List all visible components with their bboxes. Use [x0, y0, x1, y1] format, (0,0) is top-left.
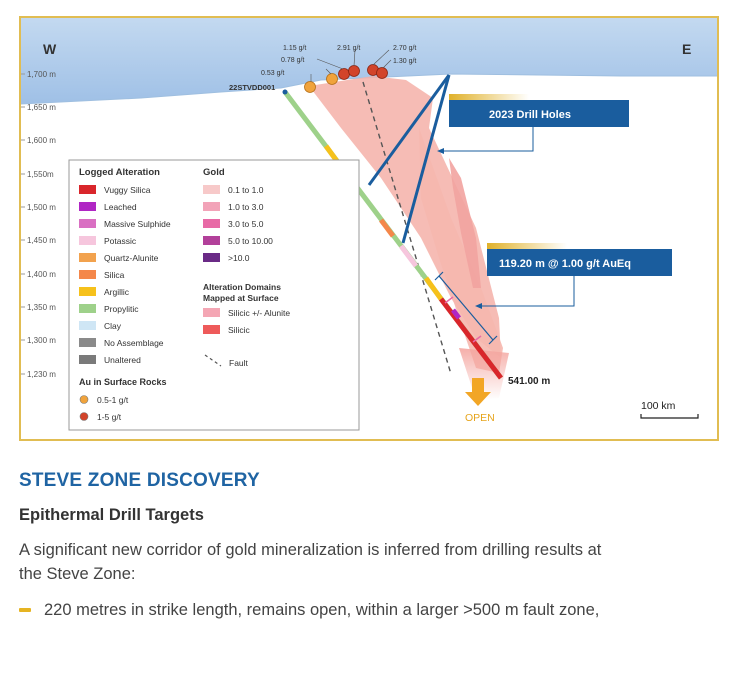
- drill-trace-silica: [381, 220, 393, 236]
- legend-swatch: [203, 202, 220, 211]
- sample-0-78: [327, 74, 338, 85]
- legend-swatch: [80, 413, 88, 421]
- legend-label: 0.1 to 1.0: [228, 185, 264, 195]
- sample-label: 1.30 g/t: [393, 58, 417, 65]
- elevation-tick: [21, 103, 56, 112]
- legend-swatch: [203, 219, 220, 228]
- bullet-dash-icon: [19, 608, 31, 612]
- legend-swatch: [203, 236, 220, 245]
- legend-item-quartz-alunite: [79, 253, 159, 263]
- legend-item-1-0-to-3-0: [203, 202, 264, 212]
- legend-item-vuggy-silica: [79, 185, 151, 195]
- east-label: E: [682, 41, 692, 57]
- legend-swatch: [79, 185, 96, 194]
- section-subheading: Epithermal Drill Targets: [19, 506, 204, 524]
- section-heading: STEVE ZONE DISCOVERY: [19, 470, 260, 491]
- elevation-tick: [21, 203, 56, 212]
- legend-label: 1.0 to 3.0: [228, 202, 264, 212]
- legend-swatch: [79, 202, 96, 211]
- legend-swatch: [79, 253, 96, 262]
- callout-drill-holes: [437, 94, 629, 154]
- elevation-tick: [21, 236, 56, 245]
- legend-fault-label: Fault: [229, 358, 248, 368]
- legend-label: No Assemblage: [104, 338, 164, 348]
- legend-swatch: [79, 321, 96, 330]
- legend-swatch: [79, 236, 96, 245]
- legend-label: Silica: [104, 270, 125, 280]
- legend-domains-title-2: Mapped at Surface: [203, 293, 279, 303]
- elevation-axis: [21, 70, 56, 379]
- sample-label: 0.53 g/t: [261, 70, 285, 77]
- open-label: OPEN: [465, 412, 495, 424]
- bullet-text: 220 metres in strike length, remains open, within a larger >500 m fault zone,: [44, 601, 600, 619]
- elevation-tick: [21, 303, 56, 312]
- legend-swatch: [79, 270, 96, 279]
- legend-swatch: [79, 304, 96, 313]
- legend-label: 3.0 to 5.0: [228, 219, 264, 229]
- legend-label: Potassic: [104, 236, 137, 246]
- sample-1-15: [339, 69, 350, 80]
- drill-hole-id: 22STVDD001: [229, 83, 276, 92]
- legend-label: >10.0: [228, 253, 250, 263]
- legend-label: Clay: [104, 321, 122, 331]
- legend-label: Propylitic: [104, 304, 139, 314]
- intro-paragraph: A significant new corridor of gold mineralization is inferred from drilling results at the Steve Zone:: [19, 541, 602, 583]
- west-label: W: [43, 41, 57, 57]
- legend-label: Silicic: [228, 325, 250, 335]
- legend-swatch: [203, 325, 220, 334]
- svg-text:1,300 m: 1,300 m: [27, 336, 56, 345]
- legend-label: Argillic: [104, 287, 130, 297]
- legend-logged-title: Logged Alteration: [79, 167, 160, 178]
- sample-label: 2.91 g/t: [337, 45, 361, 52]
- legend: [69, 160, 359, 430]
- drill-trace-argillic-2: [426, 278, 441, 299]
- legend-label: 1-5 g/t: [97, 412, 122, 422]
- svg-text:1,450 m: 1,450 m: [27, 236, 56, 245]
- legend-swatch: [79, 355, 96, 364]
- legend-label: Unaltered: [104, 355, 141, 365]
- elevation-tick: [21, 70, 56, 79]
- legend-item-0-1-to-1-0: [203, 185, 264, 195]
- legend-item-leached: [79, 202, 137, 212]
- legend-swatch: [203, 308, 220, 317]
- legend-item-propylitic: [79, 304, 139, 314]
- sample-label: 1.15 g/t: [283, 45, 307, 52]
- drill-collar: [283, 90, 288, 95]
- legend-swatch: [80, 396, 88, 404]
- callout-intercept: [475, 243, 672, 309]
- sample-2-91: [349, 66, 360, 77]
- elevation-tick: [21, 170, 54, 179]
- legend-au-title: Au in Surface Rocks: [79, 377, 167, 387]
- elevation-tick: [21, 136, 56, 145]
- sample-0-53: [305, 82, 316, 93]
- legend-item-potassic: [79, 236, 137, 246]
- svg-text:1,500 m: 1,500 m: [27, 203, 56, 212]
- sample-label: 0.78 g/t: [281, 57, 305, 64]
- svg-text:1,350 m: 1,350 m: [27, 303, 56, 312]
- legend-swatch: [203, 253, 220, 262]
- legend-label: Quartz-Alunite: [104, 253, 159, 263]
- legend-swatch: [79, 219, 96, 228]
- legend-item-unaltered: [79, 355, 141, 365]
- svg-text:1,230 m: 1,230 m: [27, 370, 56, 379]
- legend-gold-title: Gold: [203, 167, 225, 178]
- legend-label: Vuggy Silica: [104, 185, 151, 195]
- legend-item-5-0-to-10-00: [203, 236, 273, 246]
- legend-label: Leached: [104, 202, 137, 212]
- svg-text:1,550m: 1,550m: [27, 170, 54, 179]
- elevation-tick: [21, 270, 56, 279]
- cross-section-svg: [21, 18, 719, 441]
- cross-section-figure: [19, 16, 719, 441]
- legend-item-silicic-alunite: [203, 308, 290, 318]
- elevation-tick: [21, 336, 56, 345]
- legend-label: Massive Sulphide: [104, 219, 171, 229]
- svg-text:1,650 m: 1,650 m: [27, 103, 56, 112]
- scale-bar: [641, 400, 698, 418]
- svg-text:1,400 m: 1,400 m: [27, 270, 56, 279]
- legend-item-no-assemblage: [79, 338, 164, 348]
- callout-intercept-label: 119.20 m @ 1.00 g/t AuEq: [499, 258, 631, 270]
- svg-text:1,700 m: 1,700 m: [27, 70, 56, 79]
- scale-label: 100 km: [641, 400, 676, 412]
- callout-drill-holes-label: 2023 Drill Holes: [489, 109, 571, 121]
- svg-text:1,600 m: 1,600 m: [27, 136, 56, 145]
- end-depth-label: 541.00 m: [508, 376, 551, 387]
- sample-label: 2.70 g/t: [393, 45, 417, 52]
- elevation-tick: [21, 370, 56, 379]
- sample-1-30: [377, 68, 388, 79]
- legend-label: 5.0 to 10.00: [228, 236, 273, 246]
- legend-domains-title: Alteration Domains: [203, 282, 281, 292]
- legend-item-argillic: [79, 287, 130, 297]
- legend-item-3-0-to-5-0: [203, 219, 264, 229]
- legend-label: 0.5-1 g/t: [97, 395, 129, 405]
- legend-swatch: [79, 338, 96, 347]
- legend-swatch: [79, 287, 96, 296]
- legend-item-massive-sulphide: [79, 219, 171, 229]
- legend-label: Silicic +/- Alunite: [228, 308, 291, 318]
- legend-swatch: [203, 185, 220, 194]
